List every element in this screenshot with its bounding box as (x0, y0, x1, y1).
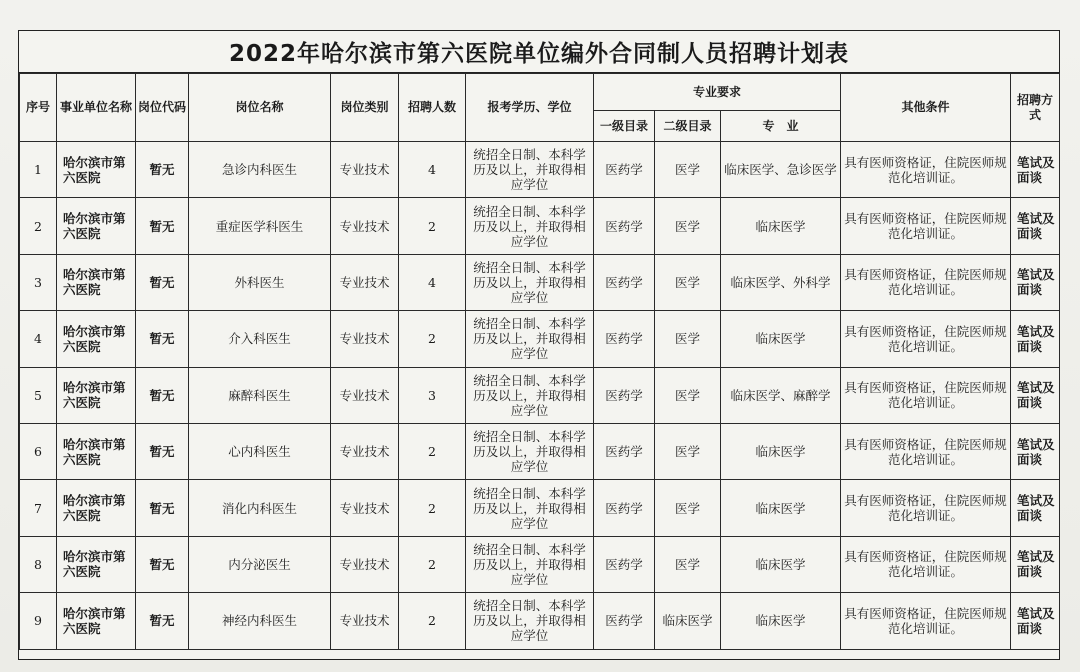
cell-major: 临床医学、外科学 (721, 254, 841, 310)
cell-level1: 医药学 (594, 593, 655, 649)
header-row (20, 74, 1060, 111)
cell-post: 消化内科医生 (189, 480, 331, 536)
cell-post: 心内科医生 (189, 423, 331, 479)
cell-code: 暂无 (136, 254, 189, 310)
cell-code: 暂无 (136, 142, 189, 198)
table-row (20, 367, 1060, 423)
table-row (20, 536, 1060, 592)
cell-seq: 4 (20, 311, 57, 367)
cell-count: 2 (399, 593, 466, 649)
header-code: 岗位代码 (136, 74, 189, 142)
cell-other-conditions: 具有医师资格证，住院医师规范化培训证。 (841, 142, 1011, 198)
cell-seq: 8 (20, 536, 57, 592)
cell-level2: 医学 (655, 142, 721, 198)
cell-unit: 哈尔滨市第六医院 (57, 480, 136, 536)
cell-major: 临床医学 (721, 423, 841, 479)
table-row (20, 593, 1060, 649)
cell-category: 专业技术 (331, 142, 399, 198)
cell-level1: 医药学 (594, 142, 655, 198)
cell-other-conditions: 具有医师资格证，住院医师规范化培训证。 (841, 254, 1011, 310)
cell-level1: 医药学 (594, 480, 655, 536)
recruitment-plan-table (19, 73, 1060, 650)
cell-seq: 5 (20, 367, 57, 423)
cell-level1: 医药学 (594, 423, 655, 479)
cell-other-conditions: 具有医师资格证，住院医师规范化培训证。 (841, 593, 1011, 649)
header-post: 岗位名称 (189, 74, 331, 142)
cell-code: 暂无 (136, 198, 189, 254)
cell-post: 内分泌医生 (189, 536, 331, 592)
cell-other-conditions: 具有医师资格证，住院医师规范化培训证。 (841, 311, 1011, 367)
cell-post: 重症医学科医生 (189, 198, 331, 254)
cell-count: 2 (399, 423, 466, 479)
cell-code: 暂无 (136, 311, 189, 367)
cell-level1: 医药学 (594, 254, 655, 310)
cell-category: 专业技术 (331, 536, 399, 592)
cell-post: 外科医生 (189, 254, 331, 310)
cell-major: 临床医学 (721, 311, 841, 367)
cell-post: 急诊内科医生 (189, 142, 331, 198)
cell-other-conditions: 具有医师资格证，住院医师规范化培训证。 (841, 367, 1011, 423)
cell-category: 专业技术 (331, 423, 399, 479)
cell-category: 专业技术 (331, 367, 399, 423)
header-level1: 一级目录 (594, 111, 655, 142)
cell-count: 2 (399, 198, 466, 254)
cell-unit: 哈尔滨市第六医院 (57, 536, 136, 592)
cell-category: 专业技术 (331, 593, 399, 649)
cell-post: 介入科医生 (189, 311, 331, 367)
cell-education: 统招全日制、本科学历及以上，并取得相应学位 (466, 423, 594, 479)
header-seq: 序号 (20, 74, 57, 142)
cell-method: 笔试及面谈 (1011, 142, 1060, 198)
cell-other-conditions: 具有医师资格证，住院医师规范化培训证。 (841, 480, 1011, 536)
cell-level2: 医学 (655, 311, 721, 367)
cell-education: 统招全日制、本科学历及以上，并取得相应学位 (466, 593, 594, 649)
cell-method: 笔试及面谈 (1011, 367, 1060, 423)
table-row (20, 254, 1060, 310)
cell-count: 2 (399, 536, 466, 592)
header-level2: 二级目录 (655, 111, 721, 142)
cell-post: 麻醉科医生 (189, 367, 331, 423)
cell-count: 2 (399, 311, 466, 367)
table-row (20, 480, 1060, 536)
cell-seq: 3 (20, 254, 57, 310)
cell-count: 4 (399, 142, 466, 198)
cell-seq: 6 (20, 423, 57, 479)
cell-unit: 哈尔滨市第六医院 (57, 593, 136, 649)
cell-code: 暂无 (136, 536, 189, 592)
cell-category: 专业技术 (331, 480, 399, 536)
cell-category: 专业技术 (331, 254, 399, 310)
cell-education: 统招全日制、本科学历及以上，并取得相应学位 (466, 254, 594, 310)
cell-other-conditions: 具有医师资格证，住院医师规范化培训证。 (841, 536, 1011, 592)
cell-education: 统招全日制、本科学历及以上，并取得相应学位 (466, 198, 594, 254)
cell-method: 笔试及面谈 (1011, 593, 1060, 649)
cell-count: 4 (399, 254, 466, 310)
cell-code: 暂无 (136, 480, 189, 536)
table-row (20, 423, 1060, 479)
cell-seq: 1 (20, 142, 57, 198)
cell-major: 临床医学、急诊医学 (721, 142, 841, 198)
cell-category: 专业技术 (331, 311, 399, 367)
cell-code: 暂无 (136, 593, 189, 649)
cell-level2: 医学 (655, 480, 721, 536)
cell-level2: 医学 (655, 254, 721, 310)
cell-count: 2 (399, 480, 466, 536)
header-major: 专 业 (721, 111, 841, 142)
header-count: 招聘人数 (399, 74, 466, 142)
cell-seq: 9 (20, 593, 57, 649)
recruitment-plan-table-frame (18, 30, 1060, 660)
cell-unit: 哈尔滨市第六医院 (57, 254, 136, 310)
cell-education: 统招全日制、本科学历及以上，并取得相应学位 (466, 142, 594, 198)
cell-method: 笔试及面谈 (1011, 423, 1060, 479)
cell-method: 笔试及面谈 (1011, 254, 1060, 310)
cell-major: 临床医学 (721, 198, 841, 254)
cell-other-conditions: 具有医师资格证，住院医师规范化培训证。 (841, 198, 1011, 254)
document-title: 2022年哈尔滨市第六医院单位编外合同制人员招聘计划表 (19, 31, 1059, 73)
cell-level1: 医药学 (594, 367, 655, 423)
cell-level2: 医学 (655, 367, 721, 423)
cell-seq: 7 (20, 480, 57, 536)
cell-count: 3 (399, 367, 466, 423)
cell-major: 临床医学 (721, 593, 841, 649)
cell-code: 暂无 (136, 423, 189, 479)
cell-seq: 2 (20, 198, 57, 254)
header-method: 招聘方式 (1011, 74, 1060, 142)
header-other-conditions: 其他条件 (841, 74, 1011, 142)
cell-major: 临床医学 (721, 536, 841, 592)
cell-code: 暂无 (136, 367, 189, 423)
cell-unit: 哈尔滨市第六医院 (57, 142, 136, 198)
cell-level1: 医药学 (594, 198, 655, 254)
cell-unit: 哈尔滨市第六医院 (57, 367, 136, 423)
cell-method: 笔试及面谈 (1011, 480, 1060, 536)
cell-education: 统招全日制、本科学历及以上，并取得相应学位 (466, 311, 594, 367)
header-major-requirement: 专业要求 (594, 74, 841, 111)
cell-level2: 临床医学 (655, 593, 721, 649)
cell-category: 专业技术 (331, 198, 399, 254)
cell-level1: 医药学 (594, 536, 655, 592)
header-unit: 事业单位名称 (57, 74, 136, 142)
cell-unit: 哈尔滨市第六医院 (57, 198, 136, 254)
cell-post: 神经内科医生 (189, 593, 331, 649)
cell-level1: 医药学 (594, 311, 655, 367)
cell-education: 统招全日制、本科学历及以上，并取得相应学位 (466, 536, 594, 592)
header-category: 岗位类别 (331, 74, 399, 142)
table-row (20, 142, 1060, 198)
cell-education: 统招全日制、本科学历及以上，并取得相应学位 (466, 480, 594, 536)
table-row (20, 198, 1060, 254)
cell-education: 统招全日制、本科学历及以上，并取得相应学位 (466, 367, 594, 423)
cell-level2: 医学 (655, 423, 721, 479)
cell-major: 临床医学 (721, 480, 841, 536)
cell-level2: 医学 (655, 536, 721, 592)
header-education: 报考学历、学位 (466, 74, 594, 142)
cell-unit: 哈尔滨市第六医院 (57, 311, 136, 367)
cell-major: 临床医学、麻醉学 (721, 367, 841, 423)
cell-level2: 医学 (655, 198, 721, 254)
cell-method: 笔试及面谈 (1011, 536, 1060, 592)
cell-method: 笔试及面谈 (1011, 198, 1060, 254)
table-row (20, 311, 1060, 367)
cell-other-conditions: 具有医师资格证，住院医师规范化培训证。 (841, 423, 1011, 479)
cell-method: 笔试及面谈 (1011, 311, 1060, 367)
cell-unit: 哈尔滨市第六医院 (57, 423, 136, 479)
